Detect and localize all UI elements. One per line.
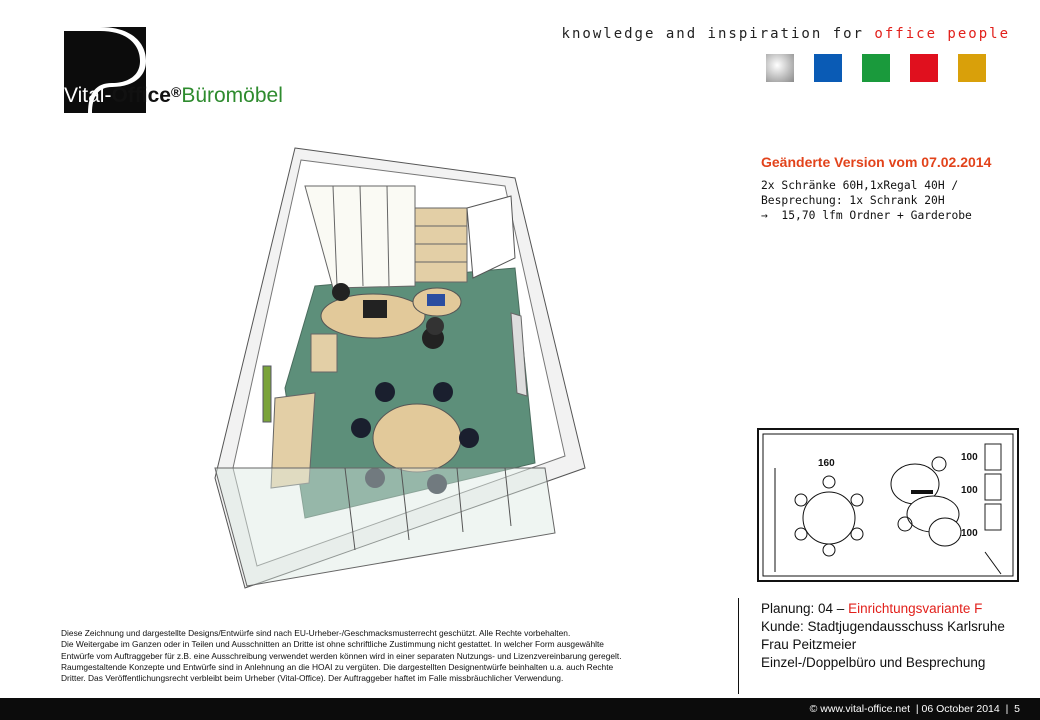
dim-desk-bottom: 100: [961, 528, 978, 539]
logo-registered: ®: [170, 84, 182, 100]
swatch-gold: [958, 54, 986, 82]
disclaimer-line: Entwürfe vom Auftraggeber für z.B. eine Ausschreibung verwendet werden können wird in einer separaten Nutzungs- und Lizenzvereinbarung geregelt.: [61, 650, 622, 661]
planung-variant: Einrichtungsvariante F: [848, 601, 983, 616]
swatch-red: [910, 54, 938, 82]
version-line-3-text: 15,70 lfm Ordner + Garderobe: [781, 209, 972, 222]
footer-copyright: © www.vital-office.net: [809, 703, 910, 715]
version-notes: [761, 178, 972, 223]
planung-line: [761, 600, 1005, 618]
floor-plan: [757, 428, 1019, 582]
project-info: [761, 600, 1005, 672]
footer-sep: |: [915, 703, 919, 715]
disclaimer-line: Raumgestaltende Konzepte und Entwürfe sind in Anlehnung an die HOAI zu vergüten. Die dargestellten Designentwürfe beinhalten u.a. auch Rechte: [61, 661, 614, 672]
swatch-green: [862, 54, 890, 82]
office-render: [205, 138, 645, 594]
disclaimer-line: Diese Zeichnung und dargestellte Designs/Entwürfe sind nach EU-Urheber-/Geschmacksmusterrecht geschützt. Alle Rechte vorbehalten.: [61, 628, 571, 638]
dim-desk-mid: 100: [961, 485, 978, 496]
page-number: 5: [1014, 703, 1020, 715]
footer-sep: |: [1005, 703, 1009, 715]
swatch-silver: [766, 54, 794, 82]
kunde-line: Kunde: Stadtjugendausschuss Karlsruhe: [761, 619, 1005, 634]
version-title: Geänderte Version vom 07.02.2014: [761, 154, 992, 170]
version-line-1: 2x Schränke 60H,1xRegal 40H /: [761, 179, 959, 192]
tagline-highlight: office people: [874, 26, 1010, 42]
tagline-plain: knowledge and inspiration for: [561, 26, 875, 42]
arrow-icon: →: [761, 209, 768, 222]
legal-disclaimer: [61, 628, 721, 684]
planung-prefix: Planung: 04 –: [761, 601, 849, 616]
logo-suffix: Büromöbel: [181, 84, 283, 107]
logo-wordmark: [64, 84, 283, 108]
footer-text: [810, 703, 1020, 715]
contact-line: Frau Peitzmeier: [761, 637, 857, 652]
divider: [738, 598, 739, 694]
logo-office: Office: [111, 84, 171, 107]
dim-desk-top: 100: [961, 452, 978, 463]
version-line-3: [761, 208, 972, 223]
dim-table: 160: [818, 458, 835, 469]
disclaimer-line: Die Weitergabe im Ganzen oder in Teilen und Ausschnitten an Dritte ist ohne schriftliche Zustimmung nicht gestattet. In welcher Form ausgewählte: [61, 639, 604, 650]
tagline: [562, 26, 1010, 42]
room-line: Einzel-/Doppelbüro und Besprechung: [761, 655, 986, 670]
swatch-blue: [814, 54, 842, 82]
logo-vital: Vital-: [64, 84, 112, 107]
version-line-2: Besprechung: 1x Schrank 20H: [761, 194, 945, 207]
footer-date: 06 October 2014: [921, 703, 1000, 715]
disclaimer-line: Dritter. Das Veröffentlichungsrecht verbleibt beim Urheber (Vital-Office). Der Auftraggeber haftet im Falle missbräuchlicher Verwendung.: [61, 673, 564, 684]
